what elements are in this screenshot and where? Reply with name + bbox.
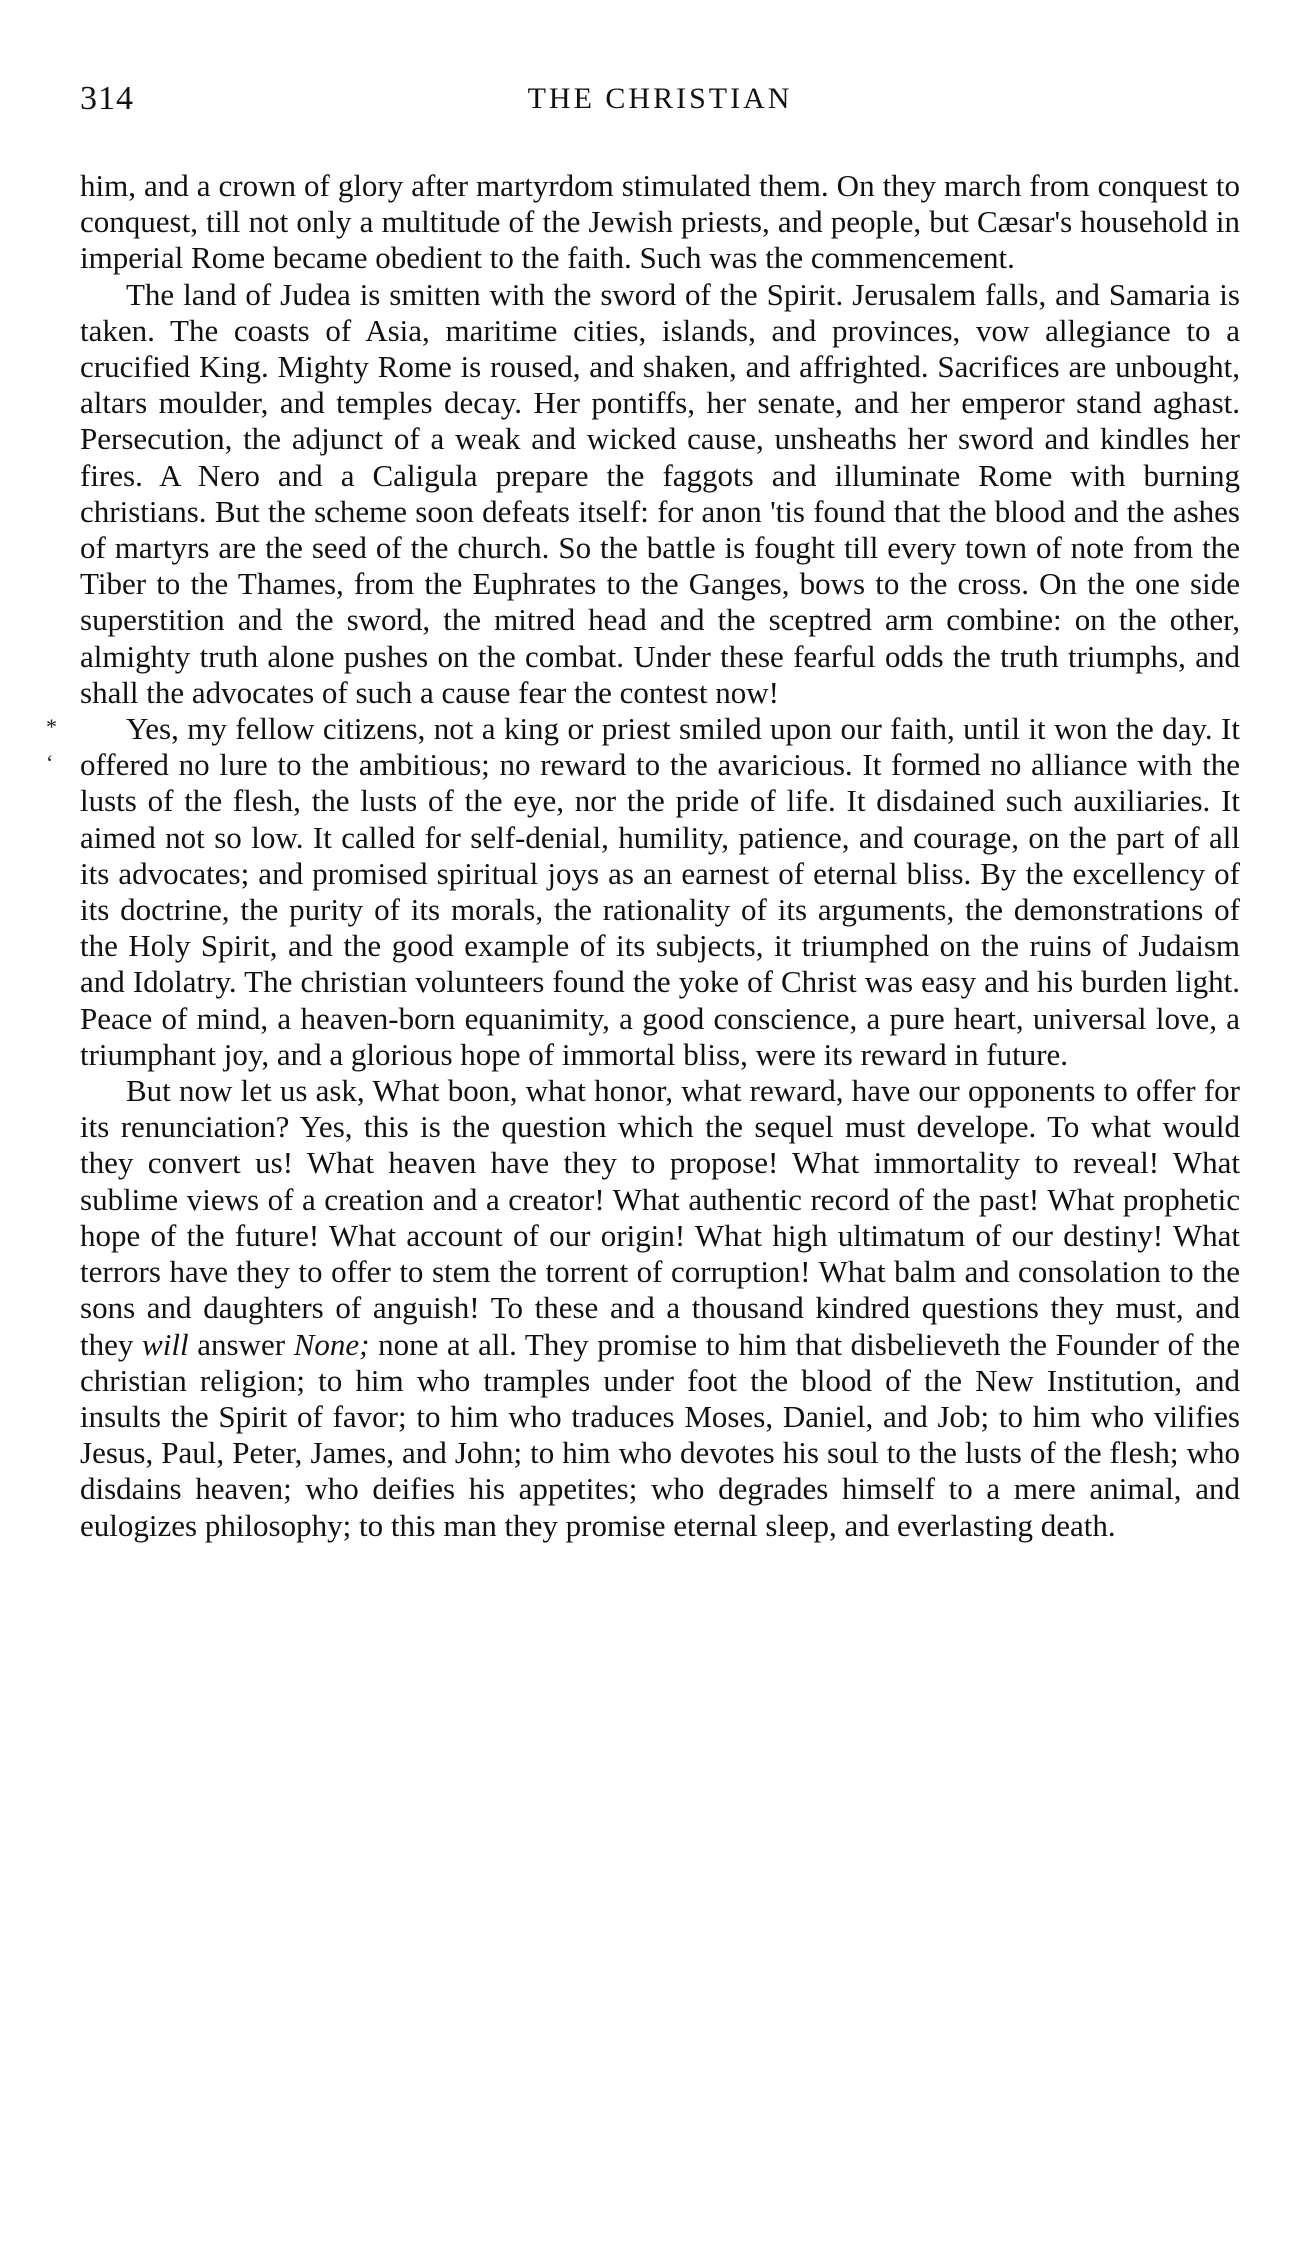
emphasis-none: None; xyxy=(293,1326,370,1362)
running-title: THE CHRISTIAN xyxy=(527,82,793,115)
emphasis-will: will xyxy=(142,1326,189,1362)
margin-mark: * xyxy=(46,714,57,739)
paragraph-3: Yes, my fellow citizens, not a king or priest smiled upon our faith, until it won the day. It offered no lure to the ambitious; no reward to the avaricious. It formed no alliance with the lusts of the flesh, the lusts of the eye, nor the pride of life. It disdained such auxiliaries. It aimed not so low. It called for self-denial, humility, patience, and courage, on the part of all its advocates; and promised spiritual joys as an earnest of eternal bliss. By the excellency of its doctrine, the purity of its morals, the rationality of its arguments, the demonstrations of the Holy Spirit, and the good example of its subjects, it triumphed on the ruins of Judaism and Idolatry. The christian volunteers found the yoke of Christ was easy and his burden light. Peace of mind, a heaven-born equanimity, a good conscience, a pure heart, universal love, a triumphant joy, and a glorious hope of immortal bliss, were its reward in future. xyxy=(80,711,1240,1072)
body-text xyxy=(80,168,1240,1544)
paragraph-2: The land of Judea is smitten with the sword of the Spirit. Jerusalem falls, and Samaria is taken. The coasts of Asia, maritime cities, islands, and provinces, vow allegiance to a crucified King. Mighty Rome is roused, and shaken, and affrighted. Sacrifices are unbought, altars moulder, and temples decay. Her pontiffs, her senate, and her emperor stand aghast. Persecution, the adjunct of a weak and wicked cause, unsheaths her sword and kindles her fires. A Nero and a Caligula prepare the faggots and illuminate Rome with burning christians. But the scheme soon defeats itself: for anon 'tis found that the blood and the ashes of martyrs are the seed of the church. So the battle is fought till every town of note from the Tiber to the Thames, from the Euphrates to the Ganges, bows to the cross. On the one side superstition and the sword, the mitred head and the sceptred arm combine: on the other, almighty truth alone pushes on the combat. Under these fearful odds the truth triumphs, and shall the advocates of such a cause fear the contest now! xyxy=(80,276,1240,710)
paragraph-4-text-b: answer xyxy=(188,1326,294,1362)
running-head xyxy=(80,80,1240,140)
page-number: 314 xyxy=(80,80,134,117)
paragraph-4 xyxy=(80,1073,1240,1544)
margin-mark: ‘ xyxy=(46,750,54,775)
paragraph-1: him, and a crown of glory after martyrdom stimulated them. On they march from conquest to conquest, till not only a multitude of the Jewish priests, and people, but Cæsar's household in imperial Rome became obedient to the faith. Such was the commencement. xyxy=(80,168,1240,276)
paragraph-4-text-a: But now let us ask, What boon, what honor, what reward, have our opponents to offer for its renunciation? Yes, this is the question which the sequel must develope. To what would they convert us! What heaven have they to propose! What immortality to reveal! What sublime views of a creation and a creator! What authentic record of the past! What prophetic hope of the future! What account of our origin! What high ultimatum of our destiny! What terrors have they to offer to stem the torrent of corruption! What balm and consolation to the sons and daughters of anguish! To these and a thousand kindred questions they must, and they xyxy=(80,1073,1240,1362)
book-page xyxy=(46,80,1240,1544)
paragraph-4-text-c: none at all. They promise to him that disbelieveth the Founder of the christian religion; to him who tramples under foot the blood of the New Institution, and insults the Spirit of favor; to him who traduces Moses, Daniel, and Job; to him who vilifies Jesus, Paul, Peter, James, and John; to him who devotes his soul to the lusts of the flesh; who disdains heaven; who deifies his appetites; who degrades himself to a mere animal, and eulogizes philosophy; to this man they promise eternal sleep, and everlasting death. xyxy=(80,1326,1240,1543)
